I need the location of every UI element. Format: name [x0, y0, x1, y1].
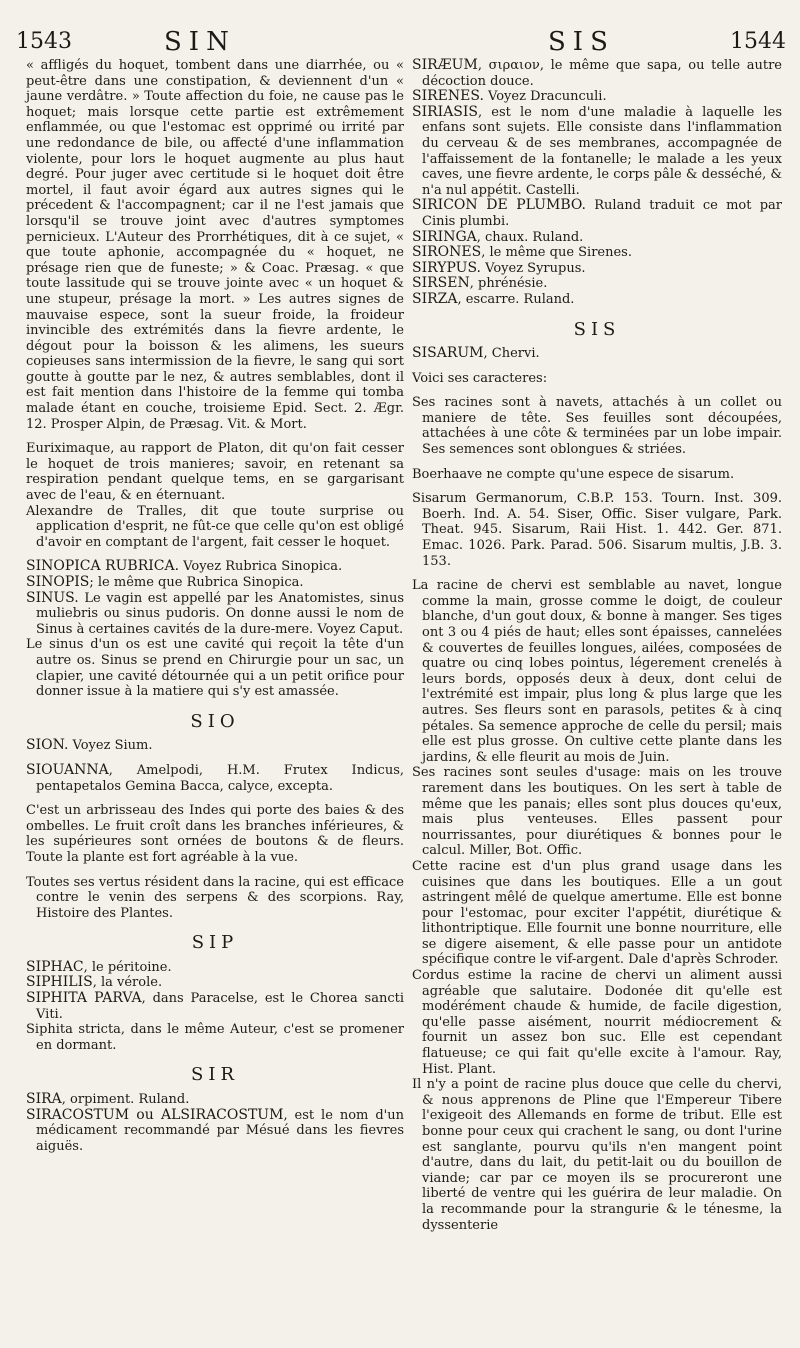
dictionary-entry	[412, 245, 782, 261]
entry-headword: SINUS.	[26, 589, 79, 606]
entry-headword: SIPHITA PARVA	[26, 990, 142, 1007]
entry-text: Sisarum Germanorum, C.B.P. 153. Tourn. Inst. 309. Boerh. Ind. A. 54. Siser, Offic. Siser vulgare, Park. Theat. 945. Sisarum, Raii Hist. 1. 442. Ger. 871. Emac. 1026. Park. Parad. 506. Sisarum multis, J.B. 3. 153.	[412, 491, 787, 569]
entry-text: , Amelpodi, H.M. Frutex Indicus, pentapetalos Gemina Bacca, calyce, excepta.	[36, 762, 409, 794]
entry-headword: SISARUM	[412, 345, 484, 362]
dictionary-entry	[412, 57, 787, 89]
entry-paragraph	[412, 395, 787, 458]
section-heading: SIO	[190, 710, 240, 732]
entry-text: , orpiment. Ruland.	[61, 1092, 190, 1108]
entry-headword: SION.	[26, 737, 69, 754]
entry-headword: SINOPIS	[26, 574, 90, 590]
entry-text: , dans Paracelse, est le Chorea sancti Viti.	[36, 991, 409, 1022]
entry-text: , est le nom d'une maladie à laquelle les enfans sont sujets. Elle consiste dans l'inflammation du cerveau & de ses membranes, accompagnée de l'affaissement de la fontanelle; le malade a les yeux caves, une fievre ardente, le corps pâle & desséché, & n'a nul appétit. Castelli.	[422, 104, 787, 198]
dictionary-entry	[26, 990, 409, 1022]
entry-headword: SIRONES	[412, 244, 482, 261]
entry-paragraph	[26, 58, 409, 432]
dictionary-entry	[26, 1106, 409, 1155]
right-column	[412, 57, 787, 1348]
entry-headword: SIPHAC	[26, 958, 84, 975]
entry-paragraph	[412, 858, 787, 968]
entry-text: Voyez Sium.	[68, 738, 153, 754]
entry-paragraph	[412, 578, 787, 765]
entry-text: , le péritoine.	[83, 959, 172, 975]
dictionary-entry	[26, 738, 404, 754]
dictionary-entry	[412, 261, 782, 277]
entry-paragraph	[26, 803, 409, 865]
entry-text: Voyez Rubrica Sinopica.	[179, 559, 343, 575]
left-column	[26, 58, 409, 1348]
entry-headword: SIRZA	[412, 290, 458, 307]
dictionary-entry	[26, 589, 409, 638]
entry-text: La racine de chervi est semblable au navet, longue comme la main, grosse comme le doigt, de couleur blanche, d'un gout doux, & bonne à manger. Ses tiges ont 3 ou 4 piés de haut; elles sont épaisses, cannelées & couvertes de feuilles longues, ailées, composées de quatre ou cinq lobes pointus, légerement crenelés à leurs bords, opposés deux à deux, dont celui de l'extrémité est impair, plus long & plus large que les autres. Ses fleurs sont en parasols, petites & à cinq pétales. Sa semence approche de celle du persil; mais elle est plus grosse. On cultive cette plante dans les jardins, & elle fleurit au mois de Juin.	[412, 578, 787, 765]
entry-headword: SINOPICA RUBRICA.	[26, 558, 180, 575]
entry-headword: SIRYPUS.	[412, 259, 481, 276]
dictionary-entry	[26, 761, 409, 794]
left-page-number: 1543	[16, 29, 72, 54]
dictionary-entry	[412, 292, 782, 308]
entry-text: Ses racines sont seules d'usage: mais on les trouve rarement dans les boutiques. On les sert à table de même que les panais; elles sont plus douces qu'eux, mais plus venteuses. Elles passent pour nourrissantes, pour diurétiques & bonnes pour le calcul. Miller, Bot. Offic.	[412, 765, 787, 859]
entry-headword: SIOUANNA	[26, 761, 109, 778]
entry-paragraph	[412, 467, 782, 483]
section-heading: SIP	[191, 932, 239, 954]
dictionary-entry	[26, 1092, 404, 1108]
entry-text: , le même que Sirenes.	[481, 245, 632, 261]
entry-paragraph	[26, 1022, 409, 1053]
section-heading: SIS	[573, 318, 621, 340]
entry-paragraph	[26, 874, 409, 922]
dictionary-entry	[412, 89, 782, 105]
entry-text: Le sinus d'un os est une cavité qui reçoit la tête d'un autre os. Sinus se prend en Chirurgie pour un sac, un clapier, une cavité détournée qui a un petit orifice pour donner issue à la matiere qui s'y est amassée.	[26, 637, 409, 700]
entry-headword: SIPHILIS	[26, 974, 93, 991]
dictionary-entry	[26, 559, 404, 575]
section-heading: SIR	[191, 1064, 239, 1086]
dictionary-entry	[412, 346, 782, 362]
entry-paragraph	[412, 1077, 787, 1233]
entry-text: Toutes ses vertus résident dans la racine, qui est efficace contre le venin des serpens & des scorpions. Ray, Histoire des Plantes.	[26, 874, 409, 921]
entry-paragraph	[412, 491, 787, 569]
entry-headword: SIRINGA	[412, 228, 477, 245]
entry-text: Il n'y a point de racine plus douce que celle du chervi, & nous apprenons de Pline que l'Empereur Tibere l'exigeoit des Allemands en forme de tribut. Elle est bonne pour ceux qui crachent le sang, ou dont l'urine est sanglante, pourvu qu'ils n'en mangent point d'autre, dans du lait, du petit-lait ou du bouillon de viande; car par ce moyen ils se procureront une liberté de ventre qui les guérira de leur maladie. On la recommande pour la strangurie & le ténesme, la dyssenterie	[412, 1077, 787, 1233]
entry-paragraph	[26, 637, 409, 700]
entry-headword: SIRSEN	[412, 275, 470, 292]
entry-text: Voyez Dracunculi.	[483, 89, 607, 105]
entry-text: Voici ses caracteres:	[412, 370, 548, 386]
entry-headword: SIRENES.	[412, 88, 484, 105]
entry-text: Boerhaave ne compte qu'une espece de sisarum.	[412, 466, 735, 482]
dictionary-entry	[26, 575, 404, 591]
entry-text: Cette racine est d'un plus grand usage dans les cuisines que dans les boutiques. Elle a un gout astringent mêlé de quelque amertume. Elle est bonne pour l'estomac, pour exciter l'appétit, diurétique & lithontriptique. Elle fournit une bonne nourriture, elle se digere aisement, & elle passe pour un antidote spécifique contre le vif-argent. Dale d'après Schroder.	[412, 858, 787, 968]
dictionary-entry	[412, 103, 787, 199]
entry-headword: SIRIASIS	[412, 103, 479, 120]
entry-text: , σιραιον, le même que sapa, ou telle autre décoction douce.	[422, 58, 787, 89]
entry-headword: SIRICON DE PLUMBO.	[412, 197, 586, 214]
entry-text: Voyez Syrupus.	[481, 260, 586, 276]
entry-headword: SIRA	[26, 1091, 62, 1108]
entry-paragraph	[412, 968, 787, 1077]
dictionary-entry	[412, 230, 782, 246]
entry-text: Cordus estime la racine de chervi un aliment aussi agréable que salutaire. Dodonée dit qu'elle est modérément chaude & humide, de facile digestion, qu'elle passe aisément, nourrit médiocrement & fournit un assez bon suc. Elle est cependant flatueuse; ce qui fait qu'elle excite à l'amour. Ray, Hist. Plant.	[412, 968, 787, 1077]
entry-text: Ses racines sont à navets, attachés à un collet ou maniere de tête. Ses feuilles sont découpées, attachées à une côte & terminées par un lobe impair. Ses semences sont oblongues & striées.	[412, 395, 787, 458]
entry-text: , phrénésie.	[469, 276, 548, 292]
entry-text: Euriximaque, au rapport de Platon, dit qu'on fait cesser le hoquet de trois manieres; savoir, en retenant sa respiration pendant quelque tems, en se gargarisant avec de l'eau, & en éternuant.	[26, 441, 409, 504]
entry-text: , la vérole.	[92, 975, 163, 991]
entry-text: ; le même que Rubrica Sinopica.	[89, 575, 304, 590]
right-running-head: SIS	[548, 27, 615, 57]
dictionary-entry	[26, 960, 404, 976]
left-running-head: SIN	[164, 27, 236, 57]
entry-text: Siphita stricta, dans le même Auteur, c'est se promener en dormant.	[26, 1022, 409, 1053]
entry-text: , est le nom d'un médicament recommandé par Mésué dans les fievres aiguës.	[36, 1107, 409, 1154]
entry-paragraph	[412, 371, 782, 387]
right-page-number: 1544	[730, 29, 786, 54]
entry-paragraph	[26, 503, 409, 551]
entry-text: , Chervi.	[483, 346, 540, 362]
entry-text: C'est un arbrisseau des Indes qui porte des baies & des ombelles. Le fruit croît dans les branches inférieures, & les supérieures sont ornées de boutons & de fleurs. Toute la plante est fort agréable à la vue.	[26, 803, 409, 865]
dictionary-entry	[26, 975, 404, 991]
entry-headword: SIRACOSTUM ou ALSIRACOSTUM	[26, 1106, 284, 1123]
entry-text: « affligés du hoquet, tombent dans une diarrhée, ou « peut-être dans une constipation, & deviennent d'un « jaune verdâtre. » Toute affection du foie, ne cause pas le hoquet; mais lorsque cette partie est extrêmement enflammée, ou que l'estomac est opprimé ou irrité par une redondance de bile, ou affecté d'une inflammation violente, pour lors le hoquet augmente au plus haut degré. Pour juger avec certitude si le hoquet doit être mortel, il faut avoir égard aux autres signes qui le précedent & l'accompagnent; car il ne l'est jamais que lorsqu'il se trouve joint avec d'autres symptomes pernicieux. L'Auteur des Prorrhétiques, dit à ce sujet, « que toute aphonie, accompagnée du « hoquet, ne présage rien que de funeste; » & Coac. Præsag. « que toute lassitude qui se trouve jointe avec « un hoquet & une stupeur, présage la mort. » Les autres signes de mauvaise espece, sont la sueur froide, la froideur invincible des extrémités dans la fievre ardente, le dégout pour la boisson & les alimens, les sueurs copieuses sans intermission de la fievre, le sang qui sort goutte à goutte par le nez, & autres semblables, dont il est fait mention dans l'histoire de la femme qui tomba malade étant en couche, troisieme Epid. Sect. 2. Ægr. 12. Prosper Alpin, de Præsag. Vit. & Mort.	[26, 58, 409, 432]
entry-text: , chaux. Ruland.	[476, 229, 584, 245]
dictionary-entry	[412, 197, 787, 229]
entry-paragraph	[412, 765, 787, 859]
entry-text: Alexandre de Tralles, dit que toute surprise ou application d'esprit, ne fût-ce que celle qu'on est obligé d'avoir en comptant de l'argent, fait cesser le hoquet.	[26, 503, 409, 550]
page-header	[0, 28, 800, 56]
entry-text: Le vagin est appellé par les Anatomistes, sinus muliebris ou sinus pudoris. On donne aussi le nom de Sinus à certaines cavités de la dure-mere. Voyez Caput.	[36, 590, 409, 637]
entry-headword: SIRÆUM	[412, 57, 478, 73]
entry-text: Ruland traduit ce mot par Cinis plumbi.	[422, 198, 787, 229]
dictionary-entry	[412, 276, 782, 292]
entry-paragraph	[26, 441, 409, 504]
entry-text: , escarre. Ruland.	[457, 291, 575, 307]
